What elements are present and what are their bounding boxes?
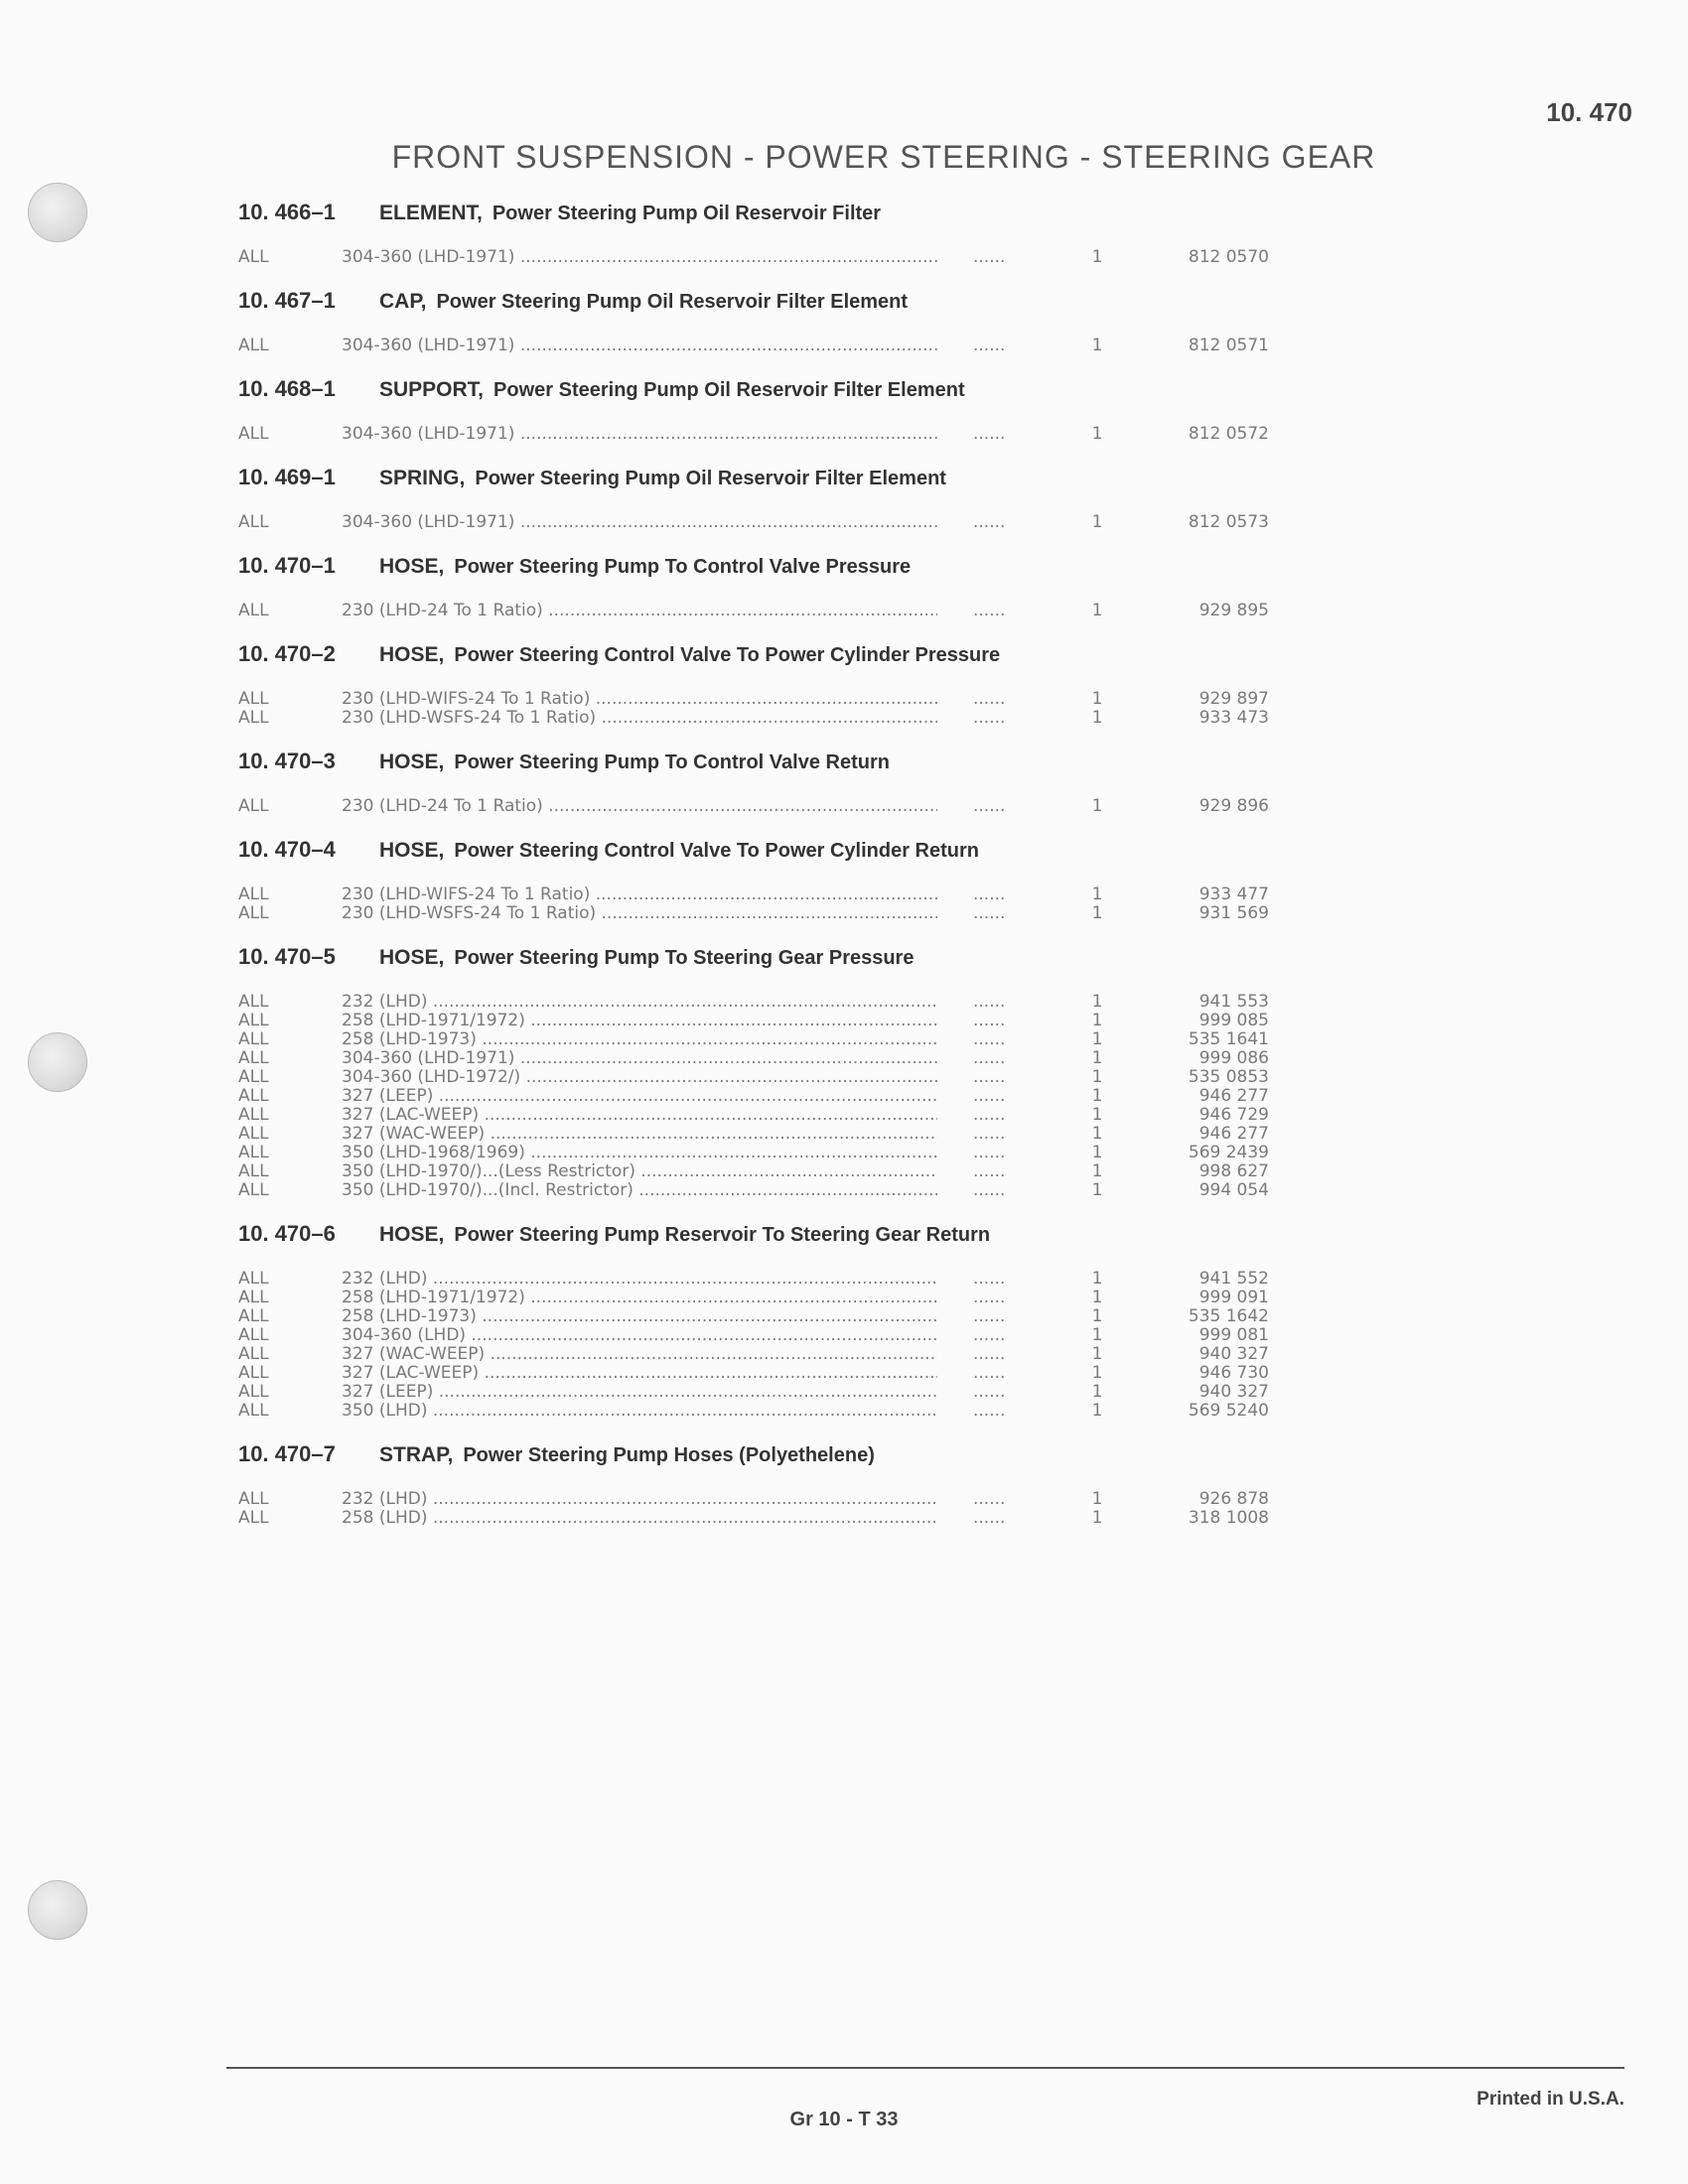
part-number-cell: 535 1641 bbox=[1188, 1029, 1269, 1049]
part-number-cell: 929 897 bbox=[1198, 689, 1269, 709]
part-number-cell: 999 086 bbox=[1198, 1048, 1269, 1068]
item-row bbox=[238, 886, 1559, 904]
part-number: 10. 470–1 bbox=[238, 553, 336, 578]
leader-dots: ...... bbox=[973, 1068, 1006, 1087]
part-number: 10. 470–4 bbox=[238, 837, 336, 862]
application-cell: 327 (LEEP) ..... bbox=[342, 1383, 937, 1402]
leader-dots: ...... bbox=[973, 1326, 1006, 1345]
part-noun: SUPPORT, bbox=[379, 378, 485, 401]
quantity-cell: 1 bbox=[1091, 1363, 1103, 1383]
item-row bbox=[238, 709, 1559, 728]
leader-dots: ...... bbox=[973, 1307, 1006, 1326]
part-noun: HOSE, bbox=[379, 643, 445, 666]
part-description: Power Steering Pump Reservoir To Steering Gear Return bbox=[454, 1224, 991, 1246]
application-cell: 258 (LHD-1971/1972) ..... bbox=[342, 1012, 937, 1030]
part-noun: STRAP, bbox=[379, 1443, 454, 1466]
part-section bbox=[238, 834, 1559, 923]
part-number-cell: 318 1008 bbox=[1188, 1508, 1269, 1528]
leader-dots: ...... bbox=[973, 1049, 1006, 1068]
model-cell: ALL bbox=[238, 1363, 269, 1383]
item-list bbox=[238, 1270, 1559, 1421]
part-noun: HOSE, bbox=[379, 1223, 445, 1246]
item-list bbox=[238, 690, 1559, 728]
application-cell: 232 (LHD) ..... bbox=[342, 993, 937, 1012]
quantity-cell: 1 bbox=[1091, 1325, 1103, 1345]
item-row bbox=[238, 1049, 1559, 1068]
quantity-cell: 1 bbox=[1091, 1048, 1103, 1068]
item-list bbox=[238, 886, 1559, 923]
model-cell: ALL bbox=[238, 1124, 269, 1144]
part-description: Power Steering Pump To Control Valve Return bbox=[454, 751, 890, 773]
application-cell: 304-360 (LHD-1972/) ..... bbox=[342, 1068, 937, 1087]
leader-dots: ...... bbox=[973, 602, 1006, 620]
part-header bbox=[238, 1218, 1559, 1250]
item-row bbox=[238, 1144, 1559, 1162]
application-cell: 327 (LAC-WEEP) ..... bbox=[342, 1364, 937, 1383]
item-row bbox=[238, 1106, 1559, 1125]
item-row bbox=[238, 1030, 1559, 1049]
leader-dots: ...... bbox=[973, 993, 1006, 1012]
quantity-cell: 1 bbox=[1091, 1382, 1103, 1402]
part-noun: HOSE, bbox=[379, 555, 445, 578]
binder-hole-top bbox=[28, 183, 87, 242]
part-description: Power Steering Pump To Steering Gear Pressure bbox=[454, 947, 914, 969]
model-cell: ALL bbox=[238, 885, 269, 904]
application-cell: 327 (WAC-WEEP) ..... bbox=[342, 1125, 937, 1144]
item-row bbox=[238, 1162, 1559, 1181]
application-cell: 230 (LHD-WIFS-24 To 1 Ratio) ..... bbox=[342, 886, 937, 904]
part-noun: SPRING, bbox=[379, 467, 466, 489]
part-description: Power Steering Control Valve To Power Cylinder Return bbox=[454, 840, 979, 862]
application-cell: 327 (WAC-WEEP) ..... bbox=[342, 1345, 937, 1364]
model-cell: ALL bbox=[238, 336, 269, 355]
leader-dots: ...... bbox=[973, 1490, 1006, 1509]
part-section bbox=[238, 550, 1559, 620]
model-cell: ALL bbox=[238, 1143, 269, 1162]
application-cell: 258 (LHD) ..... bbox=[342, 1509, 937, 1528]
part-header bbox=[238, 941, 1559, 973]
application-cell: 230 (LHD-24 To 1 Ratio) ..... bbox=[342, 602, 937, 620]
model-cell: ALL bbox=[238, 1067, 269, 1087]
page-title: FRONT SUSPENSION - POWER STEERING - STEERING GEAR bbox=[391, 139, 1376, 175]
item-row bbox=[238, 1181, 1559, 1200]
part-number-cell: 998 627 bbox=[1198, 1161, 1269, 1181]
leader-dots: ...... bbox=[973, 690, 1006, 709]
item-list bbox=[238, 425, 1559, 444]
part-noun: HOSE, bbox=[379, 751, 445, 773]
item-row bbox=[238, 993, 1559, 1012]
model-cell: ALL bbox=[238, 1344, 269, 1364]
item-row bbox=[238, 1383, 1559, 1402]
item-list bbox=[238, 513, 1559, 532]
part-description: Power Steering Pump Oil Reservoir Filter bbox=[492, 203, 882, 224]
quantity-cell: 1 bbox=[1091, 903, 1103, 923]
application-cell: 258 (LHD-1973) ..... bbox=[342, 1307, 937, 1326]
part-number: 10. 470–6 bbox=[238, 1221, 336, 1246]
item-row bbox=[238, 1289, 1559, 1307]
part-section bbox=[238, 197, 1559, 267]
part-header bbox=[238, 285, 1559, 317]
quantity-cell: 1 bbox=[1091, 708, 1103, 728]
model-cell: ALL bbox=[238, 1489, 269, 1509]
leader-dots: ...... bbox=[973, 248, 1006, 267]
leader-dots: ...... bbox=[973, 1125, 1006, 1144]
part-number-cell: 999 081 bbox=[1198, 1325, 1269, 1345]
leader-dots: ...... bbox=[973, 886, 1006, 904]
quantity-cell: 1 bbox=[1091, 689, 1103, 709]
part-number-cell: 812 0570 bbox=[1188, 247, 1269, 267]
application-cell: 304-360 (LHD-1971) ..... bbox=[342, 425, 937, 444]
part-description: Power Steering Pump Oil Reservoir Filter Element bbox=[493, 379, 965, 401]
leader-dots: ...... bbox=[973, 709, 1006, 728]
part-description: Power Steering Pump To Control Valve Pressure bbox=[454, 556, 912, 578]
part-number: 10. 470–7 bbox=[238, 1441, 336, 1466]
model-cell: ALL bbox=[238, 601, 269, 620]
part-number-cell: 929 896 bbox=[1198, 796, 1269, 816]
quantity-cell: 1 bbox=[1091, 1067, 1103, 1087]
part-description: Power Steering Pump Oil Reservoir Filter Element bbox=[475, 468, 946, 489]
leader-dots: ...... bbox=[973, 1509, 1006, 1528]
part-description: Power Steering Control Valve To Power Cylinder Pressure bbox=[454, 644, 1001, 666]
model-cell: ALL bbox=[238, 1325, 269, 1345]
part-number-cell: 946 729 bbox=[1198, 1105, 1269, 1125]
binder-hole-bottom bbox=[28, 1880, 87, 1940]
leader-dots: ...... bbox=[973, 337, 1006, 355]
part-number-cell: 946 277 bbox=[1198, 1086, 1269, 1106]
item-row bbox=[238, 602, 1559, 620]
part-number: 10. 467–1 bbox=[238, 288, 336, 313]
part-number-cell: 933 477 bbox=[1198, 885, 1269, 904]
leader-dots: ...... bbox=[973, 1383, 1006, 1402]
quantity-cell: 1 bbox=[1091, 424, 1103, 444]
part-section bbox=[238, 638, 1559, 728]
application-cell: 230 (LHD-WSFS-24 To 1 Ratio) ..... bbox=[342, 904, 937, 923]
part-number-cell: 940 327 bbox=[1198, 1382, 1269, 1402]
leader-dots: ...... bbox=[973, 1289, 1006, 1307]
model-cell: ALL bbox=[238, 1401, 269, 1421]
quantity-cell: 1 bbox=[1091, 247, 1103, 267]
part-header bbox=[238, 638, 1559, 670]
leader-dots: ...... bbox=[973, 1402, 1006, 1421]
application-cell: 304-360 (LHD-1971) ..... bbox=[342, 337, 937, 355]
model-cell: ALL bbox=[238, 1306, 269, 1326]
part-header bbox=[238, 462, 1559, 493]
part-number-cell: 941 552 bbox=[1198, 1269, 1269, 1289]
quantity-cell: 1 bbox=[1091, 885, 1103, 904]
leader-dots: ...... bbox=[973, 1181, 1006, 1200]
part-noun: CAP, bbox=[379, 290, 427, 313]
part-section bbox=[238, 462, 1559, 532]
item-row bbox=[238, 425, 1559, 444]
part-number-cell: 812 0572 bbox=[1188, 424, 1269, 444]
model-cell: ALL bbox=[238, 903, 269, 923]
quantity-cell: 1 bbox=[1091, 1489, 1103, 1509]
quantity-cell: 1 bbox=[1091, 1180, 1103, 1200]
part-number-cell: 946 277 bbox=[1198, 1124, 1269, 1144]
part-number: 10. 470–3 bbox=[238, 749, 336, 773]
leader-dots: ...... bbox=[973, 1106, 1006, 1125]
leader-dots: ...... bbox=[973, 1012, 1006, 1030]
leader-dots: ...... bbox=[973, 1345, 1006, 1364]
quantity-cell: 1 bbox=[1091, 1029, 1103, 1049]
quantity-cell: 1 bbox=[1091, 1288, 1103, 1307]
application-cell: 304-360 (LHD-1971) ..... bbox=[342, 248, 937, 267]
leader-dots: ...... bbox=[973, 1030, 1006, 1049]
leader-dots: ...... bbox=[973, 1162, 1006, 1181]
quantity-cell: 1 bbox=[1091, 1105, 1103, 1125]
application-cell: 327 (LEEP) ..... bbox=[342, 1087, 937, 1106]
quantity-cell: 1 bbox=[1091, 1124, 1103, 1144]
item-list bbox=[238, 993, 1559, 1200]
quantity-cell: 1 bbox=[1091, 1143, 1103, 1162]
part-number-cell: 535 1642 bbox=[1188, 1306, 1269, 1326]
model-cell: ALL bbox=[238, 247, 269, 267]
part-number-cell: 812 0571 bbox=[1188, 336, 1269, 355]
part-section bbox=[238, 285, 1559, 355]
part-number: 10. 466–1 bbox=[238, 200, 336, 224]
part-section bbox=[238, 746, 1559, 816]
part-noun: HOSE, bbox=[379, 946, 445, 969]
item-row bbox=[238, 337, 1559, 355]
model-cell: ALL bbox=[238, 992, 269, 1012]
quantity-cell: 1 bbox=[1091, 1269, 1103, 1289]
part-number: 10. 470–2 bbox=[238, 641, 336, 666]
item-row bbox=[238, 248, 1559, 267]
quantity-cell: 1 bbox=[1091, 1401, 1103, 1421]
application-cell: 258 (LHD-1971/1972) ..... bbox=[342, 1289, 937, 1307]
item-row bbox=[238, 1509, 1559, 1528]
item-row bbox=[238, 1270, 1559, 1289]
application-cell: 350 (LHD) ..... bbox=[342, 1402, 937, 1421]
part-description: Power Steering Pump Hoses (Polyethelene) bbox=[463, 1444, 875, 1466]
leader-dots: ...... bbox=[973, 1364, 1006, 1383]
leader-dots: ...... bbox=[973, 513, 1006, 532]
item-row bbox=[238, 1364, 1559, 1383]
model-cell: ALL bbox=[238, 1269, 269, 1289]
application-cell: 232 (LHD) ..... bbox=[342, 1270, 937, 1289]
application-cell: 232 (LHD) ..... bbox=[342, 1490, 937, 1509]
part-number-cell: 931 569 bbox=[1198, 903, 1269, 923]
item-row bbox=[238, 1087, 1559, 1106]
quantity-cell: 1 bbox=[1091, 796, 1103, 816]
model-cell: ALL bbox=[238, 1029, 269, 1049]
page-number: 10. 470 bbox=[1546, 97, 1632, 127]
item-row bbox=[238, 1068, 1559, 1087]
part-number-cell: 946 730 bbox=[1198, 1363, 1269, 1383]
item-list bbox=[238, 797, 1559, 816]
part-number-cell: 812 0573 bbox=[1188, 512, 1269, 532]
part-header bbox=[238, 746, 1559, 777]
quantity-cell: 1 bbox=[1091, 1011, 1103, 1030]
quantity-cell: 1 bbox=[1091, 1344, 1103, 1364]
item-list bbox=[238, 248, 1559, 267]
model-cell: ALL bbox=[238, 424, 269, 444]
item-row bbox=[238, 1125, 1559, 1144]
model-cell: ALL bbox=[238, 512, 269, 532]
leader-dots: ...... bbox=[973, 1144, 1006, 1162]
part-section bbox=[238, 373, 1559, 444]
part-number-cell: 999 091 bbox=[1198, 1288, 1269, 1307]
item-list bbox=[238, 602, 1559, 620]
part-number-cell: 994 054 bbox=[1198, 1180, 1269, 1200]
part-number-cell: 941 553 bbox=[1198, 992, 1269, 1012]
printed-notice: Printed in U.S.A. bbox=[1477, 2089, 1624, 2110]
model-cell: ALL bbox=[238, 1508, 269, 1528]
part-number-cell: 999 085 bbox=[1198, 1011, 1269, 1030]
application-cell: 230 (LHD-24 To 1 Ratio) ..... bbox=[342, 797, 937, 816]
part-number: 10. 469–1 bbox=[238, 465, 336, 489]
part-header bbox=[238, 1438, 1559, 1470]
application-cell: 350 (LHD-1968/1969) ..... bbox=[342, 1144, 937, 1162]
model-cell: ALL bbox=[238, 1105, 269, 1125]
footer-rule bbox=[226, 2067, 1624, 2069]
leader-dots: ...... bbox=[973, 425, 1006, 444]
item-row bbox=[238, 1012, 1559, 1030]
part-header bbox=[238, 197, 1559, 228]
model-cell: ALL bbox=[238, 1086, 269, 1106]
part-number-cell: 940 327 bbox=[1198, 1344, 1269, 1364]
item-row bbox=[238, 690, 1559, 709]
model-cell: ALL bbox=[238, 1048, 269, 1068]
parts-list bbox=[238, 197, 1559, 1546]
binder-hole-middle bbox=[28, 1032, 87, 1092]
model-cell: ALL bbox=[238, 708, 269, 728]
quantity-cell: 1 bbox=[1091, 992, 1103, 1012]
quantity-cell: 1 bbox=[1091, 601, 1103, 620]
part-section bbox=[238, 1438, 1559, 1528]
quantity-cell: 1 bbox=[1091, 1086, 1103, 1106]
part-number-cell: 535 0853 bbox=[1188, 1067, 1269, 1087]
item-row bbox=[238, 1402, 1559, 1421]
footer-page-code: Gr 10 - T 33 bbox=[789, 2109, 899, 2130]
model-cell: ALL bbox=[238, 1011, 269, 1030]
part-description: Power Steering Pump Oil Reservoir Filter Element bbox=[436, 291, 909, 313]
model-cell: ALL bbox=[238, 689, 269, 709]
item-row bbox=[238, 1307, 1559, 1326]
item-row bbox=[238, 1345, 1559, 1364]
application-cell: 230 (LHD-WIFS-24 To 1 Ratio) ..... bbox=[342, 690, 937, 709]
item-row bbox=[238, 513, 1559, 532]
part-number: 10. 470–5 bbox=[238, 944, 336, 969]
item-row bbox=[238, 797, 1559, 816]
part-section bbox=[238, 1218, 1559, 1421]
part-header bbox=[238, 373, 1559, 405]
model-cell: ALL bbox=[238, 796, 269, 816]
item-list bbox=[238, 337, 1559, 355]
quantity-cell: 1 bbox=[1091, 512, 1103, 532]
model-cell: ALL bbox=[238, 1382, 269, 1402]
part-number-cell: 569 5240 bbox=[1188, 1401, 1269, 1421]
model-cell: ALL bbox=[238, 1180, 269, 1200]
part-header bbox=[238, 834, 1559, 866]
part-number-cell: 929 895 bbox=[1198, 601, 1269, 620]
application-cell: 350 (LHD-1970/)...(Less Restrictor) ..... bbox=[342, 1162, 937, 1181]
application-cell: 350 (LHD-1970/)...(Incl. Restrictor) ..... bbox=[342, 1181, 937, 1200]
part-noun: ELEMENT, bbox=[379, 202, 483, 224]
model-cell: ALL bbox=[238, 1161, 269, 1181]
leader-dots: ...... bbox=[973, 1087, 1006, 1106]
part-header bbox=[238, 550, 1559, 582]
application-cell: 258 (LHD-1973) ..... bbox=[342, 1030, 937, 1049]
model-cell: ALL bbox=[238, 1288, 269, 1307]
quantity-cell: 1 bbox=[1091, 1161, 1103, 1181]
application-cell: 304-360 (LHD) ..... bbox=[342, 1326, 937, 1345]
leader-dots: ...... bbox=[973, 797, 1006, 816]
quantity-cell: 1 bbox=[1091, 1306, 1103, 1326]
application-cell: 230 (LHD-WSFS-24 To 1 Ratio) ..... bbox=[342, 709, 937, 728]
part-noun: HOSE, bbox=[379, 839, 445, 862]
application-cell: 327 (LAC-WEEP) ..... bbox=[342, 1106, 937, 1125]
quantity-cell: 1 bbox=[1091, 1508, 1103, 1528]
quantity-cell: 1 bbox=[1091, 336, 1103, 355]
part-number-cell: 926 878 bbox=[1198, 1489, 1269, 1509]
item-row bbox=[238, 904, 1559, 923]
part-number: 10. 468–1 bbox=[238, 376, 336, 401]
part-section bbox=[238, 941, 1559, 1200]
application-cell: 304-360 (LHD-1971) ..... bbox=[342, 1049, 937, 1068]
leader-dots: ...... bbox=[973, 1270, 1006, 1289]
item-row bbox=[238, 1326, 1559, 1345]
leader-dots: ...... bbox=[973, 904, 1006, 923]
item-list bbox=[238, 1490, 1559, 1528]
item-row bbox=[238, 1490, 1559, 1509]
part-number-cell: 933 473 bbox=[1198, 708, 1269, 728]
application-cell: 304-360 (LHD-1971) ..... bbox=[342, 513, 937, 532]
part-number-cell: 569 2439 bbox=[1188, 1143, 1269, 1162]
